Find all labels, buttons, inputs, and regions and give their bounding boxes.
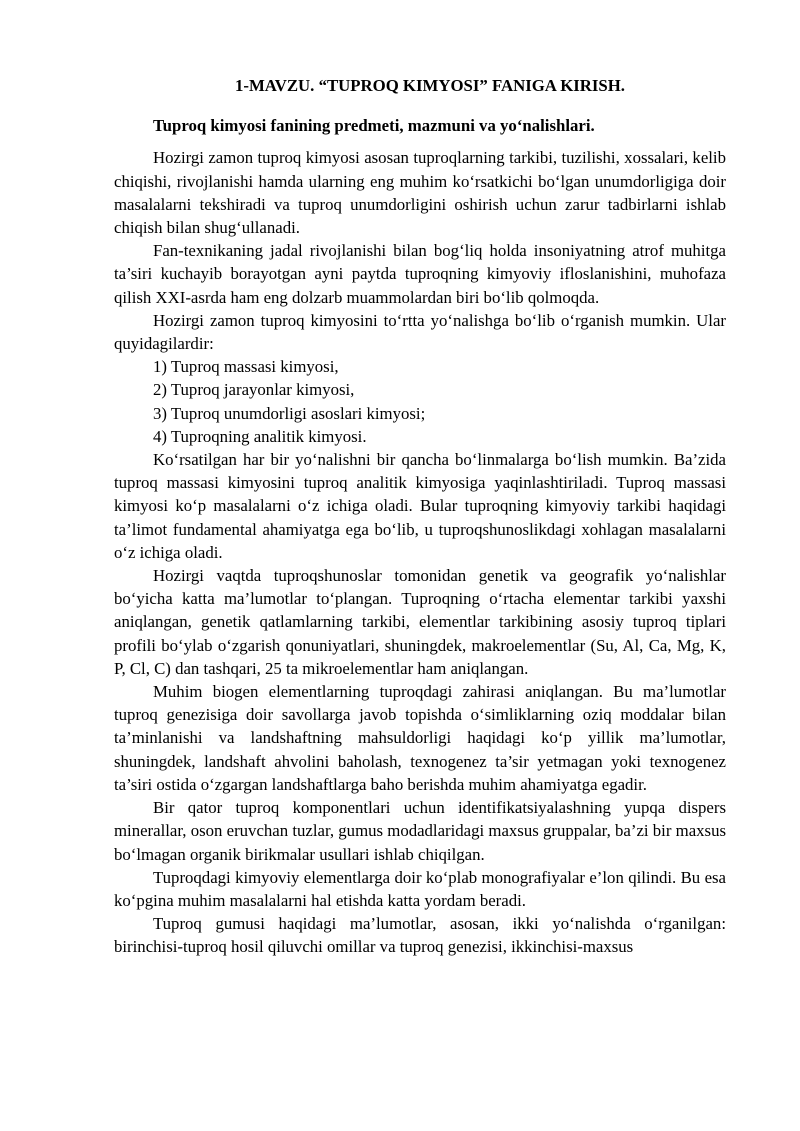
paragraph: Tuproq gumusi haqidagi ma’lumotlar, asosan, ikki yo‘nalishda o‘rganilgan: birinchisi-tuproq hosil qiluvchi omillar va tuproq genezisi, ikkinchisi-maxsus <box>114 914 726 957</box>
list-item: 2) Tuproq jarayonlar kimyosi, <box>153 380 355 400</box>
paragraph: Muhim biogen elementlarning tuproqdagi zahirasi aniqlangan. Bu ma’lumotlar tuproq genezisiga doir savollarga javob topishda o‘simliklarning oziq moddalar bilan ta’minlanishi va landshaftning mahsuldorligi haqidagi ko‘p yillik ma’lumotlar, shuningdek, landshaft ahvolini baholash, texnogenez ta’sir yetmagan yoki texnogenez ta’siri ostida o‘zgargan landshaftlarga baho berishda muhim ahamiyatga egadir. <box>114 682 726 794</box>
list-item: 4) Tuproqning analitik kimyosi. <box>153 426 367 446</box>
paragraph: Tuproqdagi kimyoviy elementlarga doir ko‘plab monografiyalar e’lon qilindi. Bu esa ko‘pgina muhim masalalarni hal etishda katta yordam beradi. <box>114 867 726 910</box>
document-page <box>114 74 726 959</box>
paragraph: Ko‘rsatilgan har bir yo‘nalishni bir qancha bo‘linmalarga bo‘lish mumkin. Ba’zida tuproq massasi kimyosini tuproq analitik kimyosiga yaqinlashtiriladi. Tuproq massasi kimyosi ko‘p masalalarni o‘z ichiga oladi. Bular tuproqning kimyoviy tarkibi haqidagi ta’limot fundamental ahamiyatga ega bo‘lib, u tuproqshunoslikdagi xohlagan masalalarni o‘z ichiga oladi. <box>114 450 726 562</box>
paragraph: Fan-texnikaning jadal rivojlanishi bilan bog‘liq holda insoniyatning atrof muhitga ta’siri kuchayib borayotgan ayni paytda tuproqning kimyoviy ifloslanishini, muhofaza qilish XXI-asrda ham eng dolzarb muammolardan biri bo‘lib qolmoqda. <box>114 241 726 307</box>
list-item: 3) Tuproq unumdorligi asoslari kimyosi; <box>153 403 426 423</box>
list-item: 1) Tuproq massasi kimyosi, <box>153 357 339 377</box>
paragraph: Bir qator tuproq komponentlari uchun identifikatsiyalashning yupqa dispers minerallar, oson eruvchan tuzlar, gumus modadlaridagi maxsus gruppalar, ba’zi bir maxsus bo‘lmagan organik birikmalar usullari ishlab chiqilgan. <box>114 798 726 864</box>
paragraph: Hozirgi zamon tuproq kimyosi asosan tuproqlarning tarkibi, tuzilishi, xossalari, kelib chiqishi, rivojlanishi hamda ularning eng muhim ko‘rsatkichi bo‘lgan unumdorligiga doir masalalarni tekshiradi va tuproq unumdorligini oshirish uchun zarur tadbirlarni ishlab chiqish bilan shug‘ullanadi. <box>114 148 726 238</box>
page-title: 1-MAVZU. “TUPROQ KIMYOSI” FANIGA KIRISH. <box>234 76 626 95</box>
numbered-list <box>114 355 726 448</box>
paragraph: Hozirgi zamon tuproq kimyosini to‘rtta yo‘nalishga bo‘lib o‘rganish mumkin. Ular quyidagilardir: <box>114 310 726 354</box>
paragraph: Hozirgi vaqtda tuproqshunoslar tomonidan genetik va geografik yo‘nalishlar bo‘yicha katta ma’lumotlar to‘plangan. Tuproqning o‘rtacha elementar tarkibi yaxshi aniqlangan, genetik qatlamlarning tarkibi, elementlar tarkibining asosiy tuproq tiplari profili bo‘ylab o‘zgarish qonuniyatlari, shuningdek, makroelementlar (Su, Al, Ca, Mg, K, P, Cl, C) dan tashqari, 25 ta mikroelementlar ham aniqlangan. <box>114 566 726 678</box>
section-subtitle: Tuproq kimyosi fanining predmeti, mazmuni va yo‘nalishlari. <box>153 116 595 136</box>
